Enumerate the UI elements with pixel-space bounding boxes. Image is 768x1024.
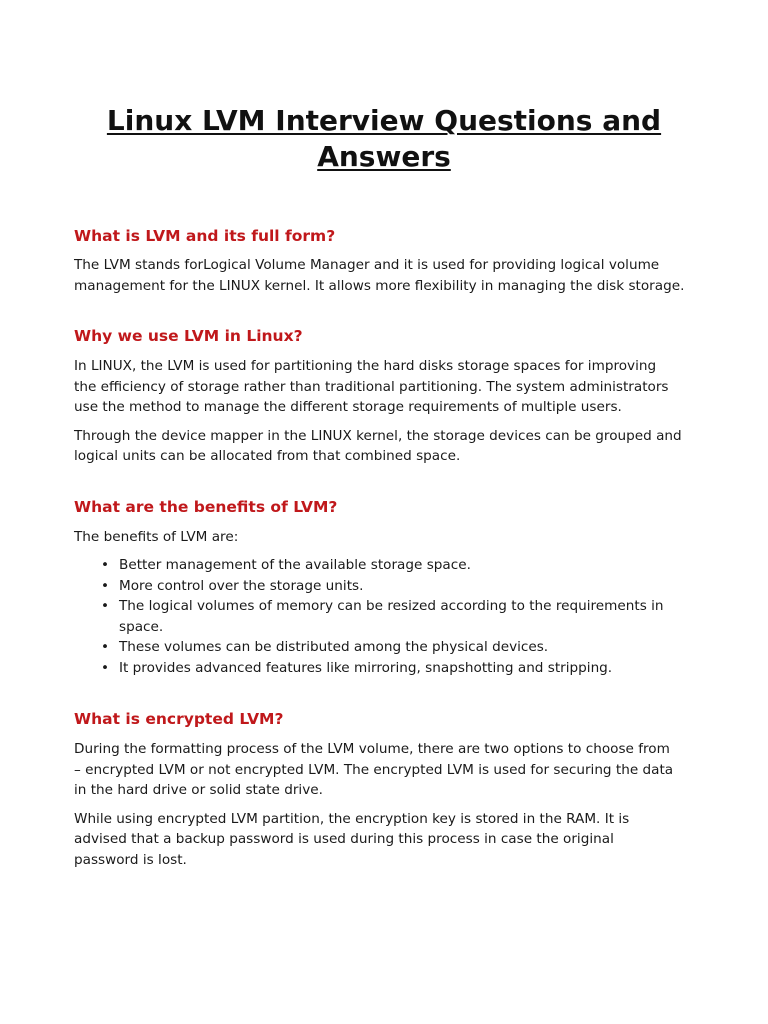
paragraph-encrypted-lvm-1: During the formatting process of the LVM volume, there are two options to choose from – encrypted LVM or not encrypted LVM. The encrypted LVM is used for securing the data in the hard drive or solid state drive. bbox=[74, 741, 674, 798]
paragraph-encrypted-lvm-2: While using encrypted LVM partition, the encryption key is stored in the RAM. It is advised that a backup password is used during this process in case the original password is lost. bbox=[74, 810, 630, 868]
paragraph-benefits-intro: The benefits of LVM are: bbox=[74, 528, 239, 545]
paragraph-lvm-full-form: The LVM stands forLogical Volume Manager and it is used for providing logical volume management for the LINUX kernel. It allows more flexibility in managing the disk storage. bbox=[74, 257, 685, 294]
section-heading-lvm-full-form: What is LVM and its full form? bbox=[74, 227, 336, 245]
paragraph-why-lvm-1: In LINUX, the LVM is used for partitioning the hard disks storage spaces for improving the efficiency of storage rather than traditional partitioning. The system administrators use the method to manage the different storage requirements of multiple users. bbox=[74, 358, 669, 415]
benefits-list bbox=[74, 555, 674, 678]
list-item: • It provides advanced features like mirroring, snapshotting and stripping. bbox=[74, 658, 674, 679]
paragraph-why-lvm-2: Through the device mapper in the LINUX kernel, the storage devices can be grouped and logical units can be allocated from that combined space. bbox=[74, 427, 682, 464]
section-heading-why-lvm: Why we use LVM in Linux? bbox=[74, 327, 303, 345]
document-body bbox=[74, 225, 714, 870]
list-item: • More control over the storage units. bbox=[74, 576, 674, 597]
list-item: • The logical volumes of memory can be resized according to the requirements in space. bbox=[74, 596, 674, 637]
list-item: • Better management of the available storage space. bbox=[74, 555, 674, 576]
list-item: • These volumes can be distributed among the physical devices. bbox=[74, 637, 674, 658]
section-heading-benefits: What are the benefits of LVM? bbox=[74, 497, 338, 516]
section-heading-encrypted-lvm: What is encrypted LVM? bbox=[74, 710, 284, 728]
title-line-2: Answers bbox=[317, 139, 451, 173]
document-title bbox=[0, 103, 768, 175]
title-line-1: Linux LVM Interview Questions and bbox=[106, 103, 662, 137]
